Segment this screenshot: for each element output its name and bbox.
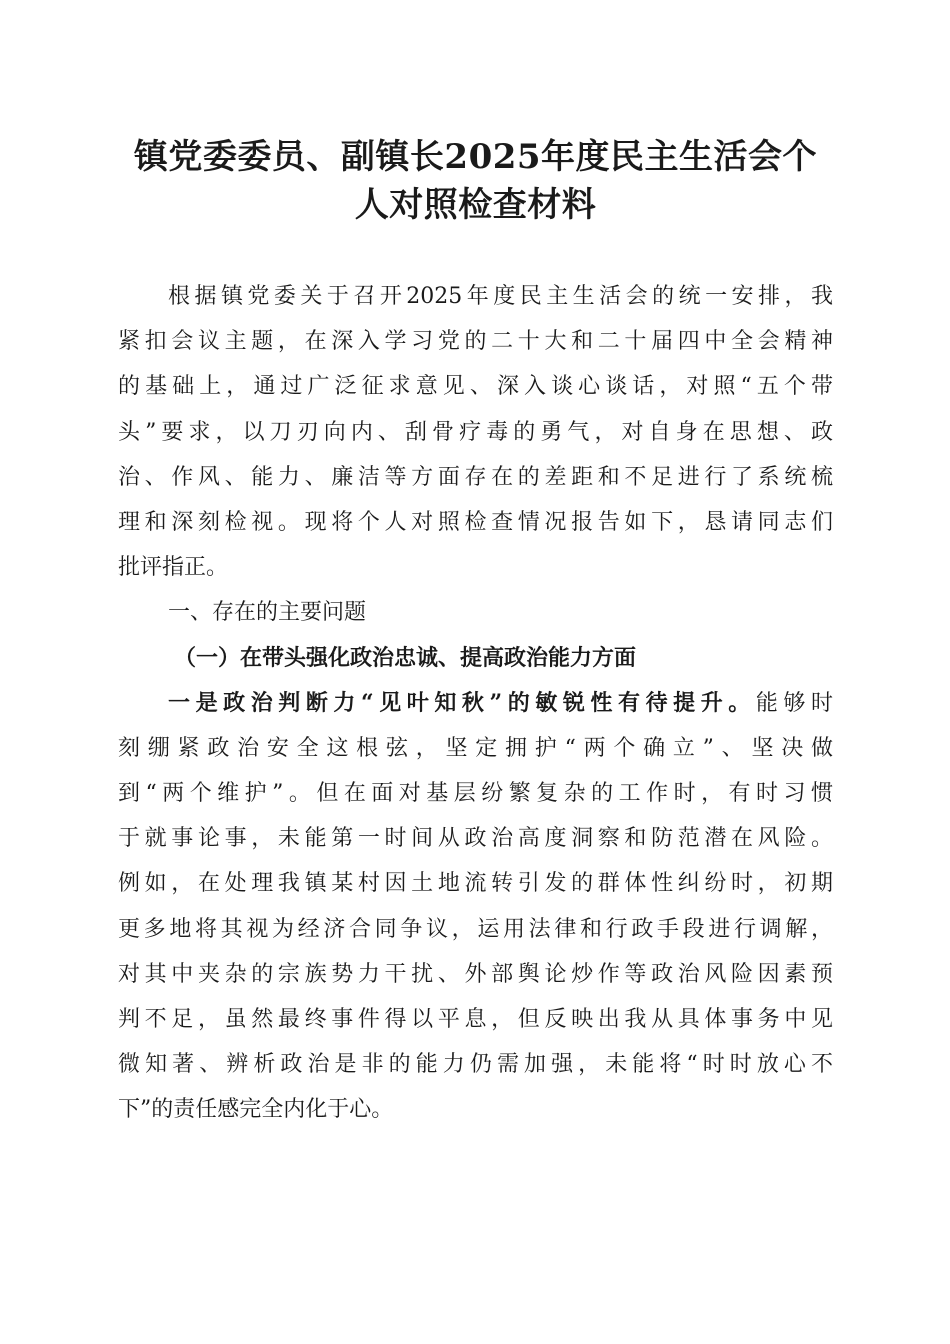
point-first-rest: 能够时: [755, 690, 833, 716]
document-title: [118, 133, 833, 229]
point-first-line: [118, 681, 833, 726]
point-line: 更多地将其视为经济合同争议，运用法律和行政手段进行调解，: [118, 916, 833, 942]
point-line: 下”的责任感完全内化于心。: [118, 1097, 394, 1123]
point-line: 于就事论事，未能第一时间从政治高度洞察和防范潜在风险。: [118, 826, 833, 852]
intro-line: 治、作风、能力、廉洁等方面存在的差距和不足进行了系统梳: [118, 464, 833, 490]
intro-line: 头”要求，以刀刃向内、刮骨疗毒的勇气，对自身在思想、政: [118, 419, 833, 445]
point-lead: 一是政治判断力“见叶知秋”的敏锐性有待提升。: [168, 689, 756, 716]
intro-line: 理和深刻检视。现将个人对照检查情况报告如下，恳请同志们: [118, 509, 833, 535]
point-line: 对其中夹杂的宗族势力干扰、外部舆论炒作等政治风险因素预: [118, 961, 833, 987]
document-body: [118, 274, 833, 1133]
point-line: 刻绷紧政治安全这根弦，坚定拥护“两个确立”、坚决做: [118, 735, 833, 761]
title-line-2: 人对照检查材料: [354, 185, 597, 225]
intro-line: 的基础上，通过广泛征求意见、深入谈心谈话，对照“五个带: [118, 374, 833, 400]
subsection-heading: （一）在带头强化政治忠诚、提高政治能力方面: [174, 644, 637, 671]
intro-line: 根据镇党委关于召开2025年度民主生活会的统一安排，我: [168, 284, 833, 309]
point-line: 判不足，虽然最终事件得以平息，但反映出我从具体事务中见: [118, 1007, 833, 1032]
point-line: 例如，在处理我镇某村因土地流转引发的群体性纠纷时，初期: [118, 871, 833, 897]
section-heading: 一、存在的主要问题: [168, 600, 367, 626]
title-line-1: 镇党委委员、副镇长2025年度民主生活会个: [133, 137, 818, 177]
intro-line: 批评指正。: [118, 555, 229, 581]
intro-line: 紧扣会议主题，在深入学习党的二十大和二十届四中全会精神: [118, 329, 833, 355]
point-line: 微知著、辨析政治是非的能力仍需加强，未能将“时时放心不: [118, 1052, 833, 1078]
point-line: 到“两个维护”。但在面对基层纷繁复杂的工作时，有时习惯: [118, 781, 833, 807]
